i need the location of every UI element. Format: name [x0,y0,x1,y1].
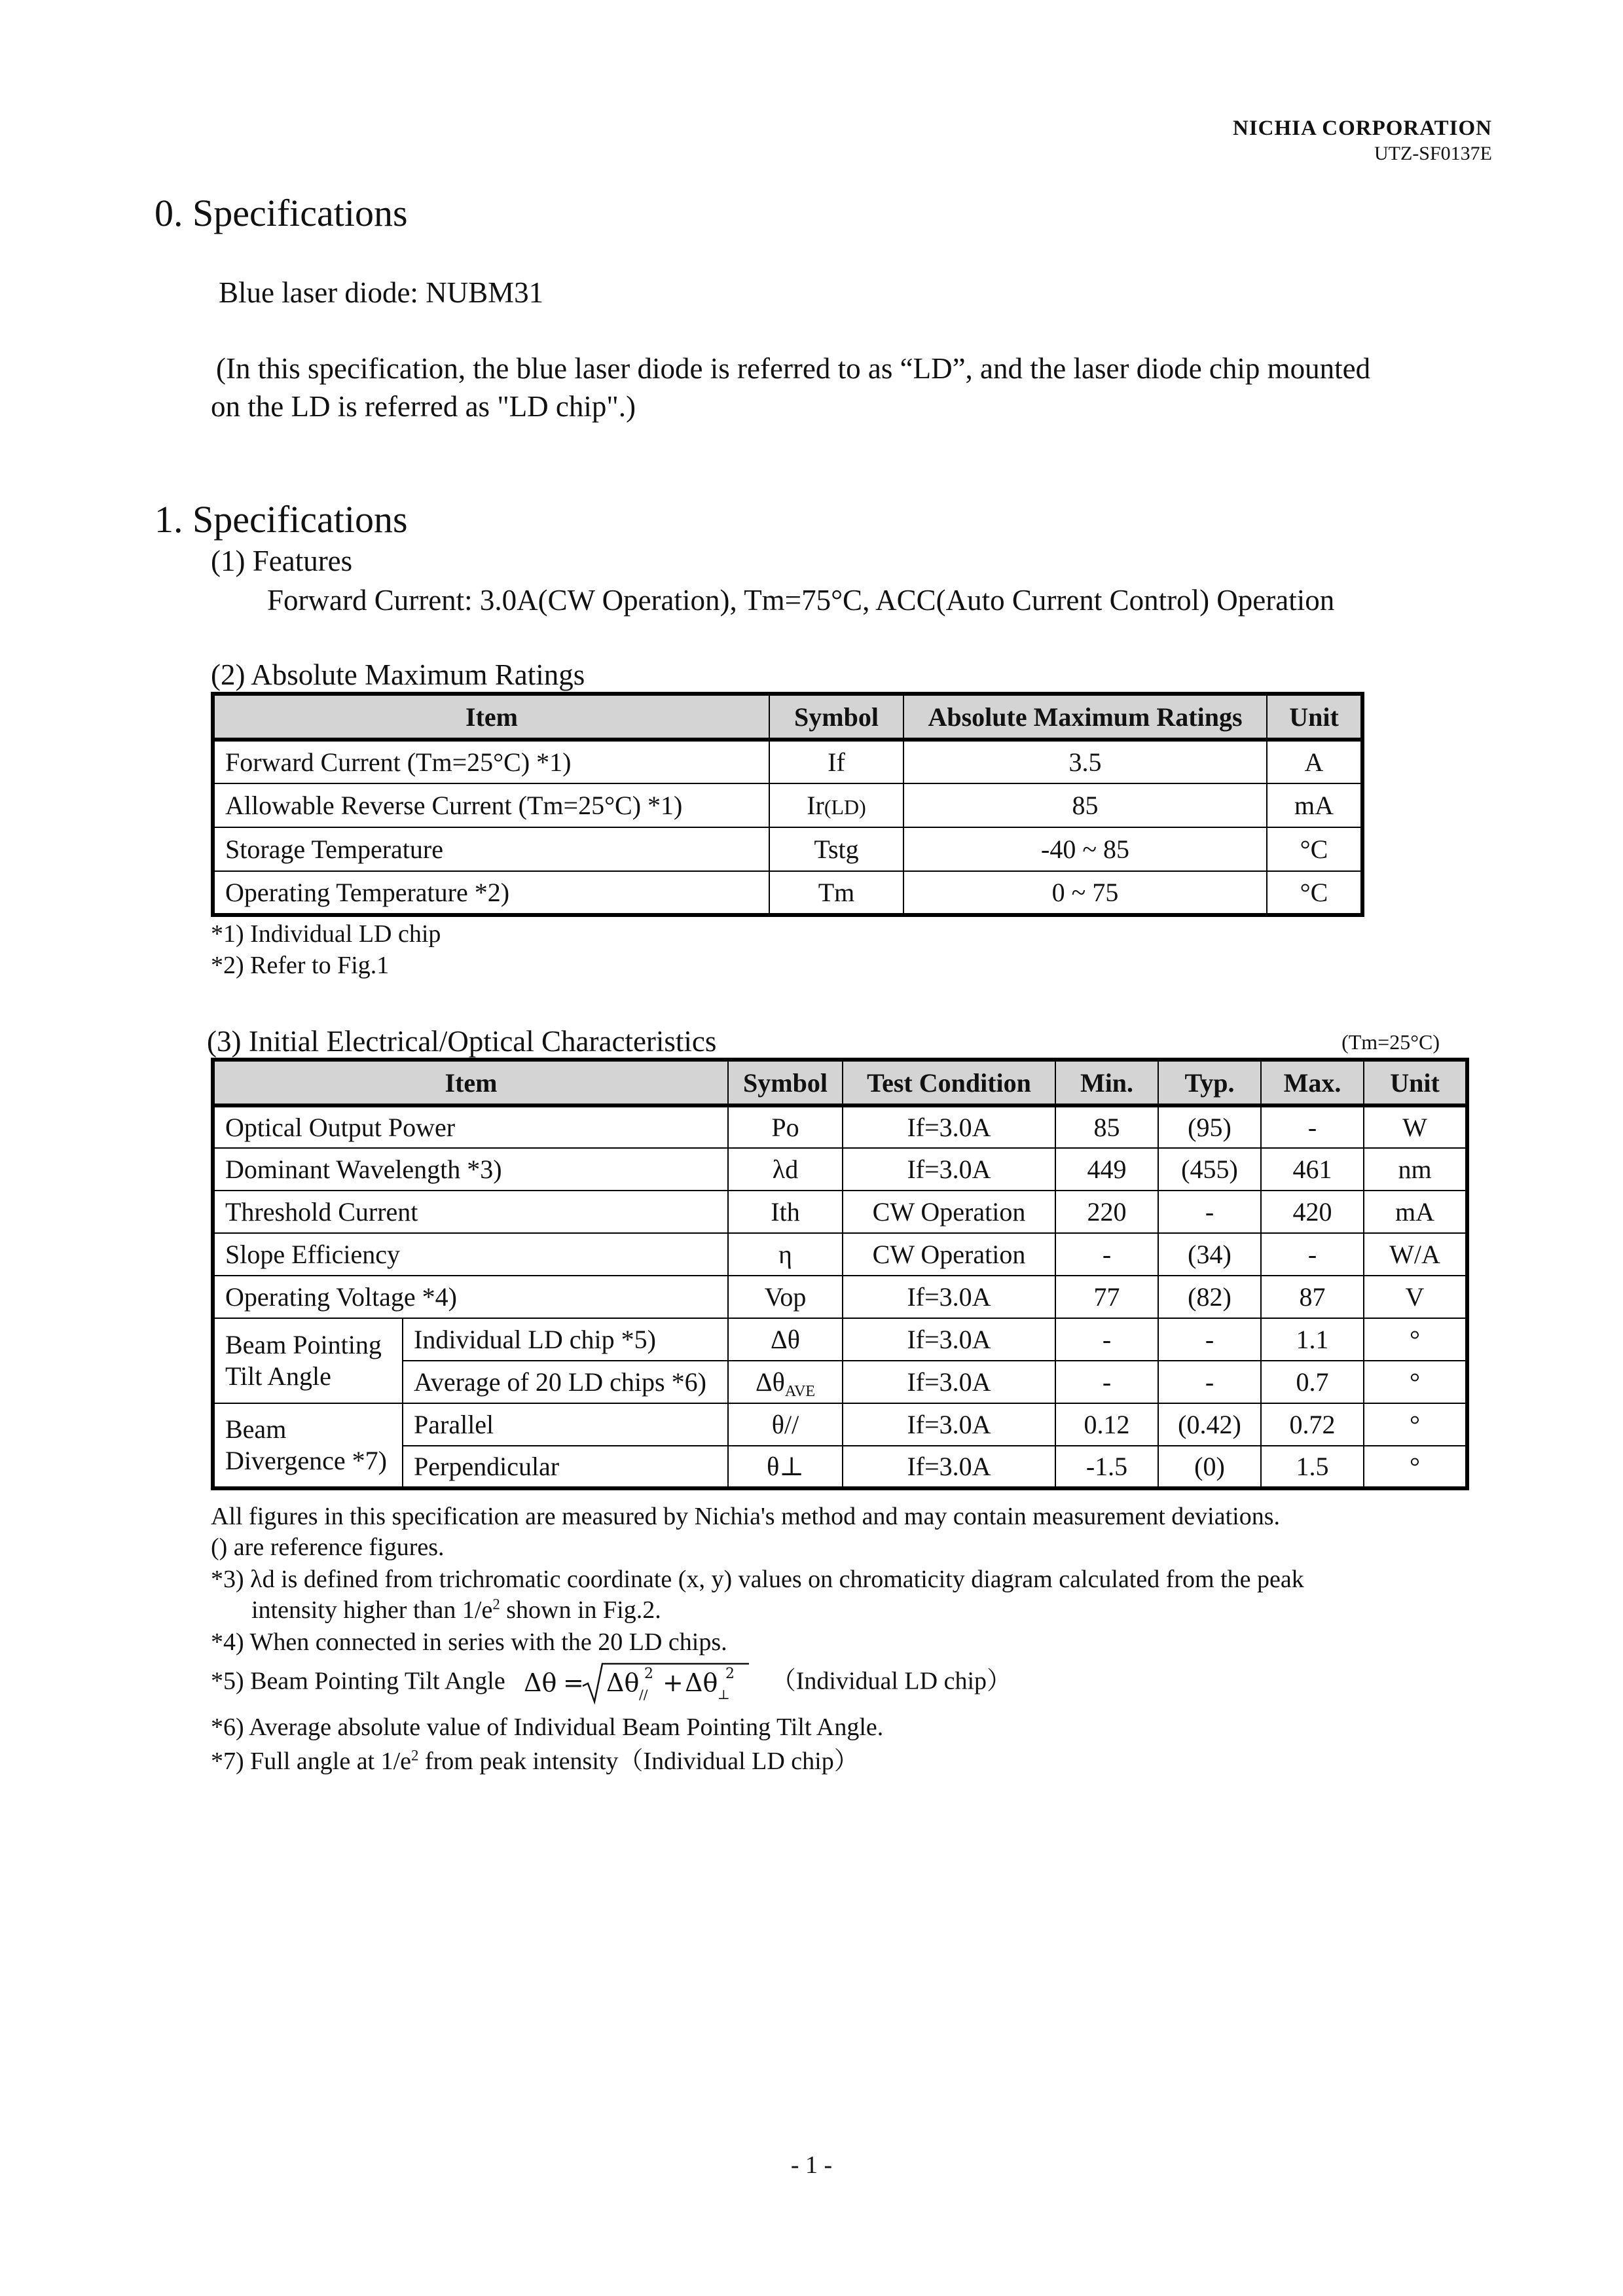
col-header-unit: Unit [1364,1060,1467,1105]
test-condition-note: (Tm=25°C) [1341,1030,1440,1054]
condition-cell: If=3.0A [843,1105,1055,1148]
symbol-cell: Vop [728,1276,843,1318]
col-header-typ: Typ. [1158,1060,1261,1105]
col-header-item: Item [213,694,769,740]
condition-cell: If=3.0A [843,1276,1055,1318]
note-3-line-2 [251,1595,661,1626]
definition-line-2: on the LD is referred as "LD chip".) [211,390,636,423]
condition-cell: If=3.0A [843,1446,1055,1488]
page-number: - 1 - [790,2151,833,2179]
min-cell: 85 [1055,1105,1158,1148]
note-3-line-1: *3) λd is defined from trichromatic coordinate (x, y) values on chromaticity diagram calculated from the peak [211,1566,1304,1593]
note-reference: () are reference figures. [211,1534,445,1561]
table-row [213,1233,1467,1276]
min-cell: - [1055,1318,1158,1361]
section0-title: 0. Specifications [155,192,408,234]
value-cell: 0 ~ 75 [903,871,1267,915]
product-name: Blue laser diode: NUBM31 [219,276,544,309]
note-5-label: *5) Beam Pointing Tilt Angle [211,1667,505,1695]
tilt-angle-formula [522,1660,752,1707]
col-header-min: Min. [1055,1060,1158,1105]
symbol-cell: Δθ [728,1318,843,1361]
unit-cell: V [1364,1276,1467,1318]
unit-cell: °C [1267,871,1362,915]
max-cell: 0.72 [1261,1403,1364,1446]
note-all-figures: All figures in this specification are measured by Nichia's method and may contain measurement deviations. [211,1503,1280,1530]
table-row [213,1105,1467,1148]
condition-cell: If=3.0A [843,1148,1055,1191]
group-label-beam-pointing: Beam Pointing Tilt Angle [213,1318,403,1403]
symbol-cell [728,1361,843,1403]
note-7 [211,1746,859,1777]
unit-cell: mA [1364,1191,1467,1233]
table-row [213,1403,1467,1446]
item-cell: Operating Temperature *2) [213,871,769,915]
typ-cell: (0.42) [1158,1403,1261,1446]
svg-text:+: + [662,1668,684,1697]
note-3-superscript: 2 [492,1596,500,1613]
col-header-unit: Unit [1267,694,1362,740]
condition-cell: CW Operation [843,1233,1055,1276]
unit-cell: ° [1364,1403,1467,1446]
symbol-subscript: AVE [784,1383,816,1401]
unit-cell: nm [1364,1148,1467,1191]
unit-cell: °C [1267,827,1362,871]
col-header-symbol: Symbol [769,694,903,740]
min-cell: 0.12 [1055,1403,1158,1446]
svg-text:Δθ: Δθ [523,1668,557,1697]
item-cell: Storage Temperature [213,827,769,871]
col-header-max: Max. [1261,1060,1364,1105]
typ-cell: - [1158,1191,1261,1233]
max-cell: 461 [1261,1148,1364,1191]
symbol-main: Ir [807,791,824,820]
svg-text:2: 2 [725,1666,735,1682]
typ-cell: (455) [1158,1148,1261,1191]
svg-text:Δθ: Δθ [606,1668,640,1697]
symbol-cell [769,783,903,827]
note-6: *6) Average absolute value of Individual Beam Pointing Tilt Angle. [211,1713,884,1741]
item-cell: Operating Voltage *4) [213,1276,728,1318]
typ-cell: - [1158,1318,1261,1361]
company-name: NICHIA CORPORATION [1232,117,1492,140]
typ-cell: (82) [1158,1276,1261,1318]
min-cell: - [1055,1233,1158,1276]
table-row [213,1191,1467,1233]
note-5 [211,1660,1012,1707]
max-cell: 87 [1261,1276,1364,1318]
table-row [213,783,1362,827]
svg-text:Δθ: Δθ [684,1668,718,1697]
condition-cell: If=3.0A [843,1318,1055,1361]
table-row [213,1318,1467,1361]
svg-text:⊥: ⊥ [717,1687,730,1702]
table-row [213,740,1362,783]
max-cell: 1.1 [1261,1318,1364,1361]
table-header-row [213,694,1362,740]
note-5-suffix: （Individual LD chip） [771,1667,1012,1695]
initial-heading: (3) Initial Electrical/Optical Characteristics [207,1025,717,1058]
symbol-cell: Ith [728,1191,843,1233]
symbol-cell: η [728,1233,843,1276]
typ-cell: (95) [1158,1105,1261,1148]
item-cell: Allowable Reverse Current (Tm=25°C) *1) [213,783,769,827]
definition-line-1: (In this specification, the blue laser diode is referred to as “LD”, and the laser diode chip mounted [216,352,1371,385]
col-header-condition: Test Condition [843,1060,1055,1105]
item-cell: Dominant Wavelength *3) [213,1148,728,1191]
symbol-cell: Tstg [769,827,903,871]
symbol-subscript: (LD) [824,795,866,819]
note-7-text-a: *7) Full angle at 1/e [211,1748,412,1775]
features-heading: (1) Features [211,545,353,577]
condition-cell: If=3.0A [843,1361,1055,1403]
min-cell: 77 [1055,1276,1158,1318]
typ-cell: (0) [1158,1446,1261,1488]
svg-text:=: = [562,1668,584,1697]
unit-cell: ° [1364,1318,1467,1361]
unit-cell: A [1267,740,1362,783]
features-text: Forward Current: 3.0A(CW Operation), Tm=75°C, ACC(Auto Current Control) Operation [267,584,1335,617]
min-cell: 449 [1055,1148,1158,1191]
value-cell: 3.5 [903,740,1267,783]
col-header-item: Item [213,1060,728,1105]
initial-characteristics-table [211,1058,1469,1490]
section1-title: 1. Specifications [155,498,408,541]
col-header-symbol: Symbol [728,1060,843,1105]
table-row [213,1148,1467,1191]
svg-text:2: 2 [644,1666,653,1682]
group-label-beam-divergence: Beam Divergence *7) [213,1403,403,1488]
condition-cell: If=3.0A [843,1403,1055,1446]
symbol-cell: If [769,740,903,783]
unit-cell: mA [1267,783,1362,827]
symbol-main: Δθ [755,1367,785,1397]
max-cell: 1.5 [1261,1446,1364,1488]
unit-cell: ° [1364,1446,1467,1488]
table-row [213,827,1362,871]
max-cell: 420 [1261,1191,1364,1233]
symbol-cell: λd [728,1148,843,1191]
symbol-cell: Tm [769,871,903,915]
min-cell: - [1055,1361,1158,1403]
symbol-cell: θ// [728,1403,843,1446]
item-cell: Optical Output Power [213,1105,728,1148]
sub-item-cell: Individual LD chip *5) [403,1318,728,1361]
value-cell: -40 ~ 85 [903,827,1267,871]
note-7-superscript: 2 [411,1747,419,1764]
item-cell: Slope Efficiency [213,1233,728,1276]
min-cell: -1.5 [1055,1446,1158,1488]
note-7-text-b: from peak intensity（Individual LD chip） [418,1748,859,1775]
svg-text://: // [638,1687,648,1702]
abs-max-note-2: *2) Refer to Fig.1 [211,952,390,979]
max-cell: 0.7 [1261,1361,1364,1403]
col-header-rating: Absolute Maximum Ratings [903,694,1267,740]
table-row [213,1276,1467,1318]
note-4: *4) When connected in series with the 20 LD chips. [211,1628,727,1656]
unit-cell: ° [1364,1361,1467,1403]
item-cell: Forward Current (Tm=25°C) *1) [213,740,769,783]
sub-item-cell: Average of 20 LD chips *6) [403,1361,728,1403]
max-cell: - [1261,1233,1364,1276]
typ-cell: (34) [1158,1233,1261,1276]
abs-max-note-1: *1) Individual LD chip [211,920,441,948]
document-id: UTZ-SF0137E [1374,143,1492,164]
abs-max-heading: (2) Absolute Maximum Ratings [211,658,585,691]
sub-item-cell: Perpendicular [403,1446,728,1488]
table-row [213,871,1362,915]
unit-cell: W [1364,1105,1467,1148]
note-3-text-a: intensity higher than 1/e [251,1596,493,1624]
sub-item-cell: Parallel [403,1403,728,1446]
symbol-cell: Po [728,1105,843,1148]
symbol-cell: θ⊥ [728,1446,843,1488]
unit-cell: W/A [1364,1233,1467,1276]
abs-max-table [211,692,1364,917]
note-3-text-b: shown in Fig.2. [500,1596,661,1624]
condition-cell: CW Operation [843,1191,1055,1233]
max-cell: - [1261,1105,1364,1148]
table-header-row [213,1060,1467,1105]
typ-cell: - [1158,1361,1261,1403]
item-cell: Threshold Current [213,1191,728,1233]
value-cell: 85 [903,783,1267,827]
min-cell: 220 [1055,1191,1158,1233]
